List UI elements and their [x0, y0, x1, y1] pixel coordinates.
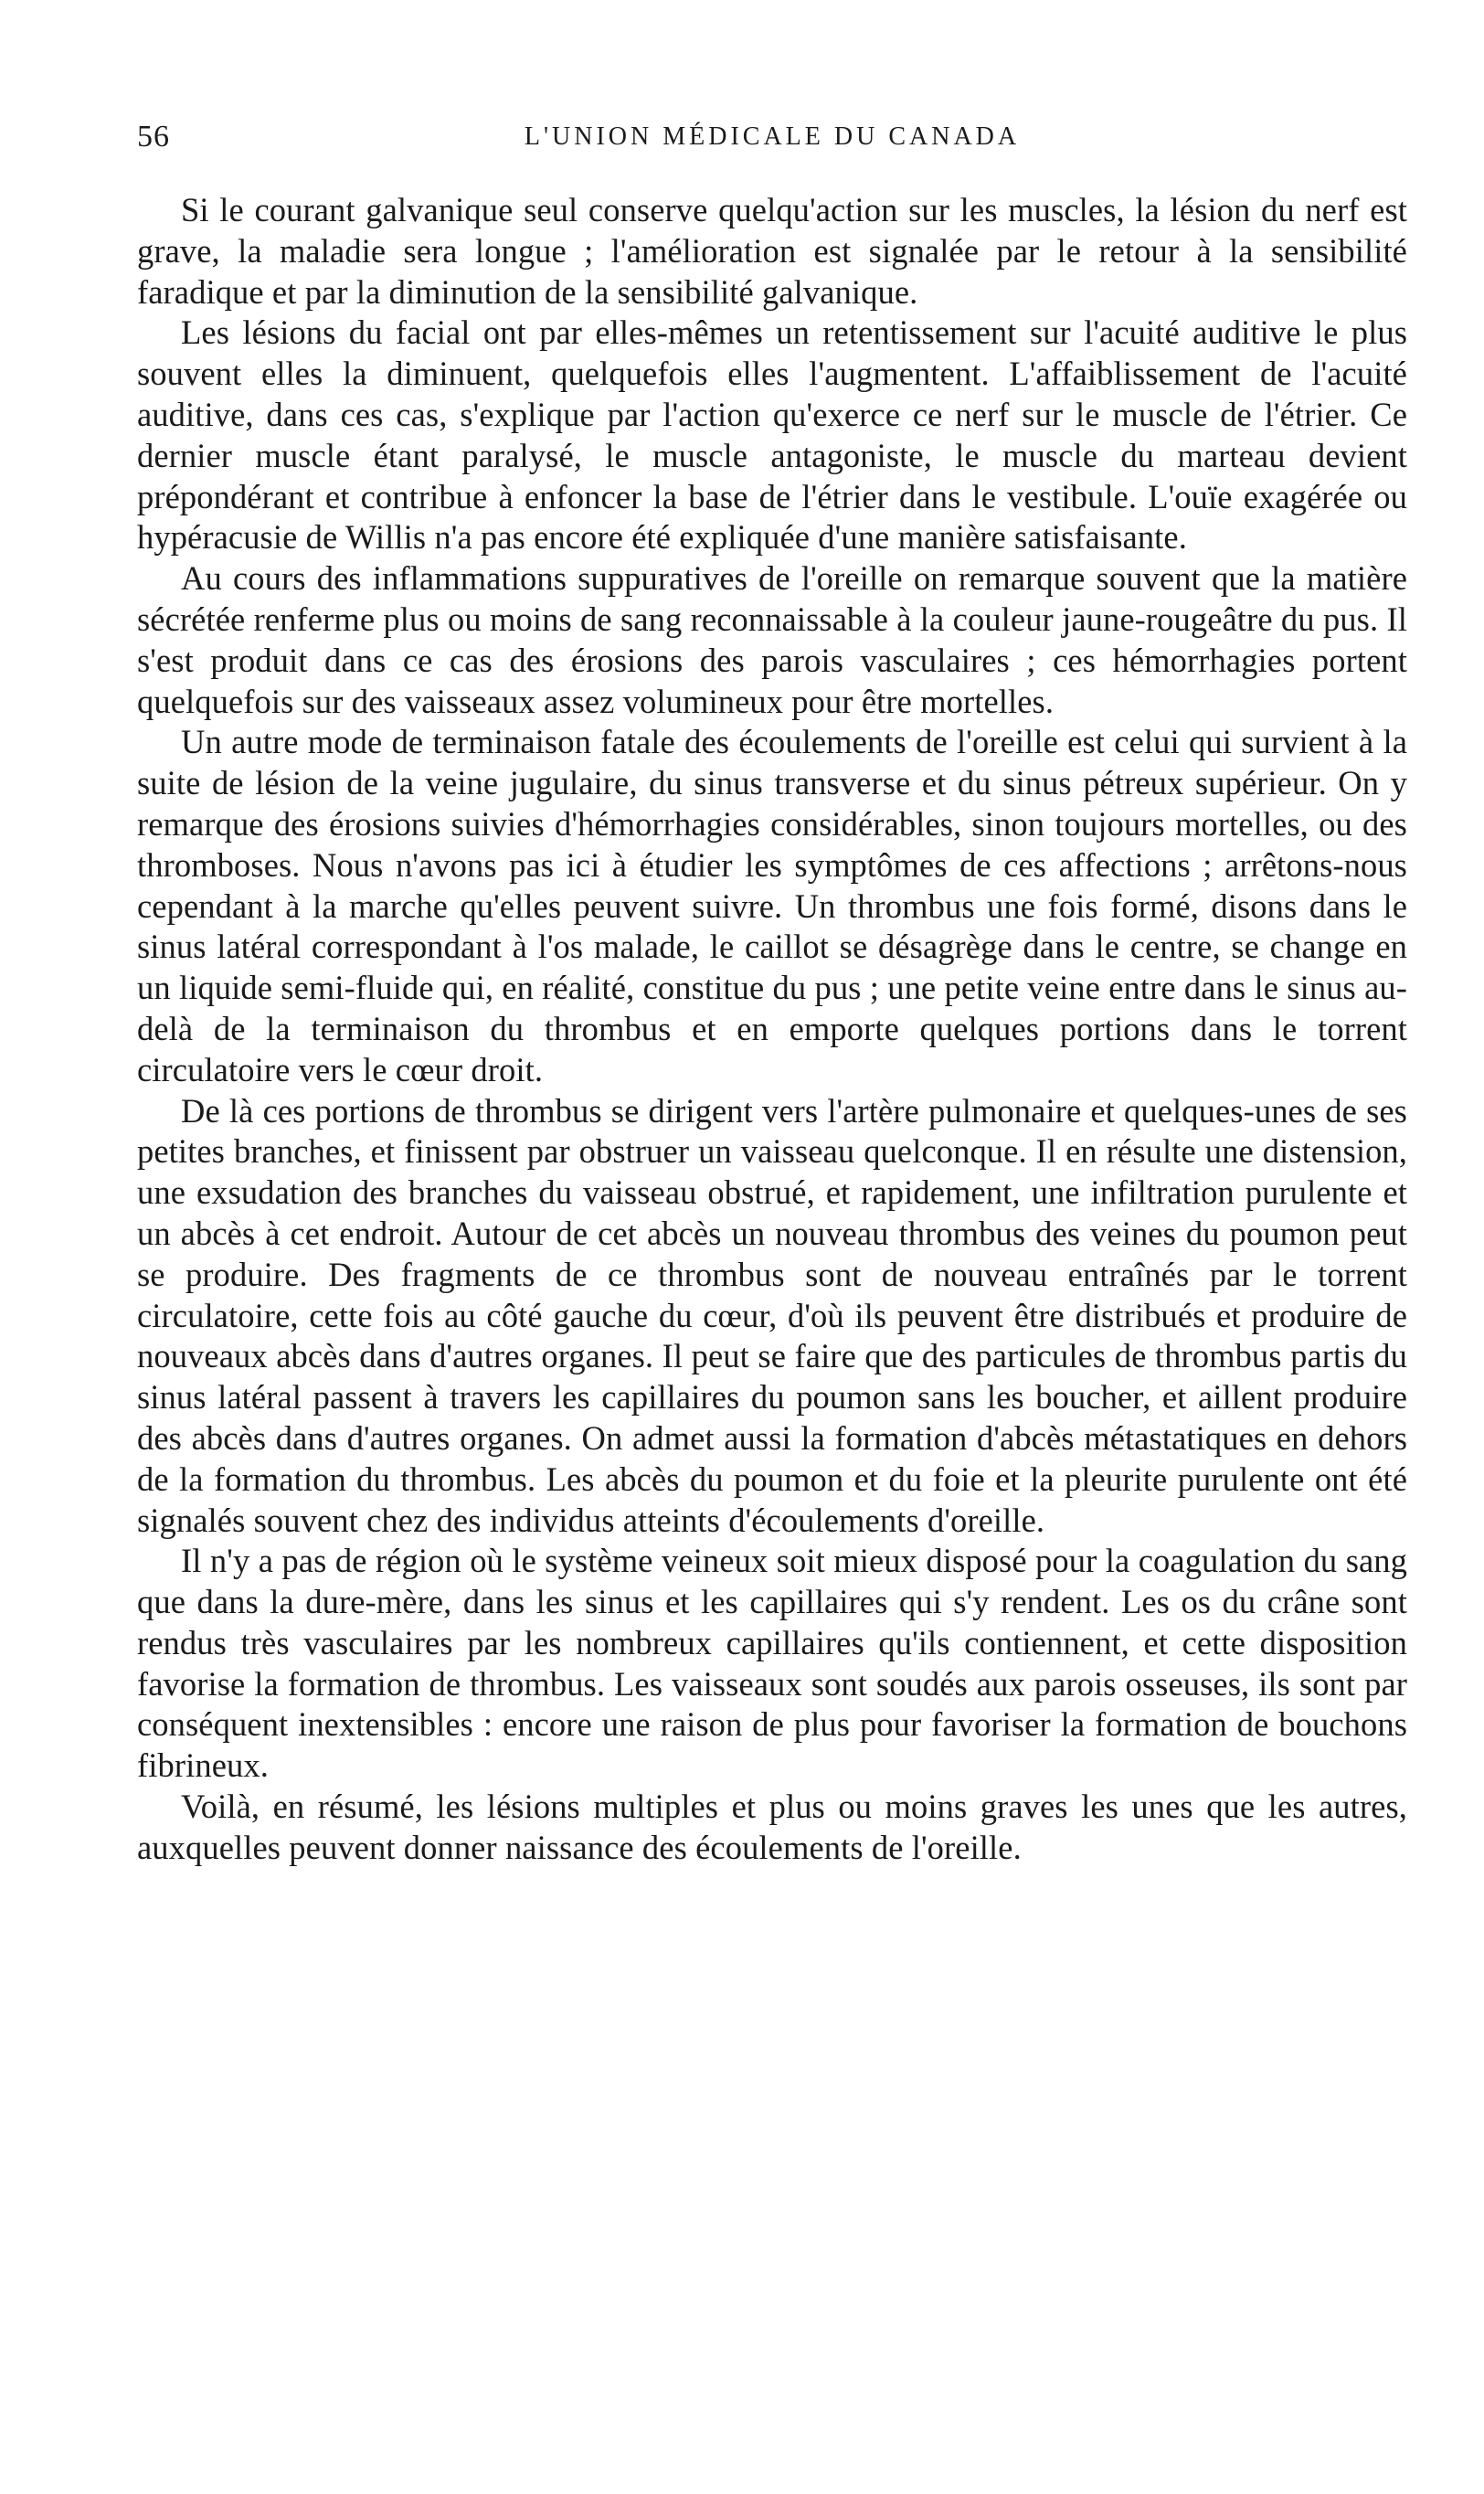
body-text [137, 190, 1407, 1869]
paragraph: Il n'y a pas de région où le système veineux soit mieux disposé pour la coagulation du sang que dans la dure-mère, dans les sinus et les capillaires qui s'y rendent. Les os du crâne sont rendus très vasculaires par les nombreux capillaires qu'ils contiennent, et cette disposition favorise la formation de thrombus. Les vaisseaux sont soudés aux parois osseuses, ils sont par conséquent inextensibles : encore une raison de plus pour favoriser la formation de bouchons fibrineux. [137, 1542, 1407, 1785]
paragraph: Voilà, en résumé, les lésions multiples et plus ou moins graves les unes que les autres, auxquelles peuvent donner naissance des écoulements de l'oreille. [137, 1788, 1407, 1866]
paragraph: Si le courant galvanique seul conserve quelqu'action sur les muscles, la lésion du nerf est grave, la maladie sera longue ; l'amélioration est signalée par le retour à la sensibilité faradique et par la diminution de la sensibilité galvanique. [137, 191, 1407, 311]
paragraph: Les lésions du facial ont par elles-mêmes un retentissement sur l'acuité auditive le plus souvent elles la diminuent, quelquefois elles l'augmentent. L'affaiblissement de l'acuité auditive, dans ces cas, s'explique par l'action qu'exerce ce nerf sur le muscle de l'étrier. Ce dernier muscle étant paralysé, le muscle antagoniste, le muscle du marteau devient prépondérant et contribue à enfoncer la base de l'étrier dans le vestibule. L'ouïe exagérée ou hypéracusie de Willis n'a pas encore été expliquée d'une manière satisfaisante. [137, 313, 1407, 557]
journal-title: L'UNION MÉDICALE DU CANADA [524, 122, 1021, 151]
paragraph: Au cours des inflammations suppuratives de l'oreille on remarque souvent que la matière sécrétée renferme plus ou moins de sang reconnaissable à la couleur jaune-rougeâtre du pus. Il s'est produit dans ce cas des érosions des parois vasculaires ; ces hémorrhagies portent quelquefois sur des vaisseaux assez volumineux pour être mortelles. [137, 559, 1407, 720]
paragraph: Un autre mode de terminaison fatale des écoulements de l'oreille est celui qui survient à la suite de lésion de la veine jugulaire, du sinus transverse et du sinus pétreux supérieur. On y remarque des érosions suivies d'hémorrhagies considérables, sinon toujours mortelles, ou des thromboses. Nous n'avons pas ici à étudier les symptômes de ces affections ; arrêtons-nous cependant à la marche qu'elles peuvent suivre. Un thrombus une fois formé, disons dans le sinus latéral correspondant à l'os malade, le caillot se désagrège dans le centre, se change en un liquide semi-fluide qui, en réalité, constitue du pus ; une petite veine entre dans le sinus au-delà de la terminaison du thrombus et en emporte quelques portions dans le torrent circulatoire vers le cœur droit. [137, 723, 1407, 1088]
running-head [137, 110, 1407, 164]
page-number: 56 [137, 120, 170, 154]
paragraph: De là ces portions de thrombus se dirigent vers l'artère pulmonaire et quelques-unes de ses petites branches, et finissent par obstruer un vaisseau quelconque. Il en résulte une distension, une exsudation des branches du vaisseau obstrué, et rapidement, une infiltration purulente et un abcès à cet endroit. Autour de cet abcès un nouveau thrombus des veines du poumon peut se produire. Des fragments de ce thrombus sont de nouveau entraînés par le torrent circulatoire, cette fois au côté gauche du cœur, d'où ils peuvent être distribués et produire de nouveaux abcès dans d'autres organes. Il peut se faire que des particules de thrombus partis du sinus latéral passent à travers les capillaires du poumon sans les boucher, et aillent produire des abcès dans d'autres organes. On admet aussi la formation d'abcès métastatiques en dehors de la formation du thrombus. Les abcès du poumon et du foie et la pleurite purulente ont été signalés souvent chez des individus atteints d'écoulements d'oreille. [137, 1091, 1407, 1539]
